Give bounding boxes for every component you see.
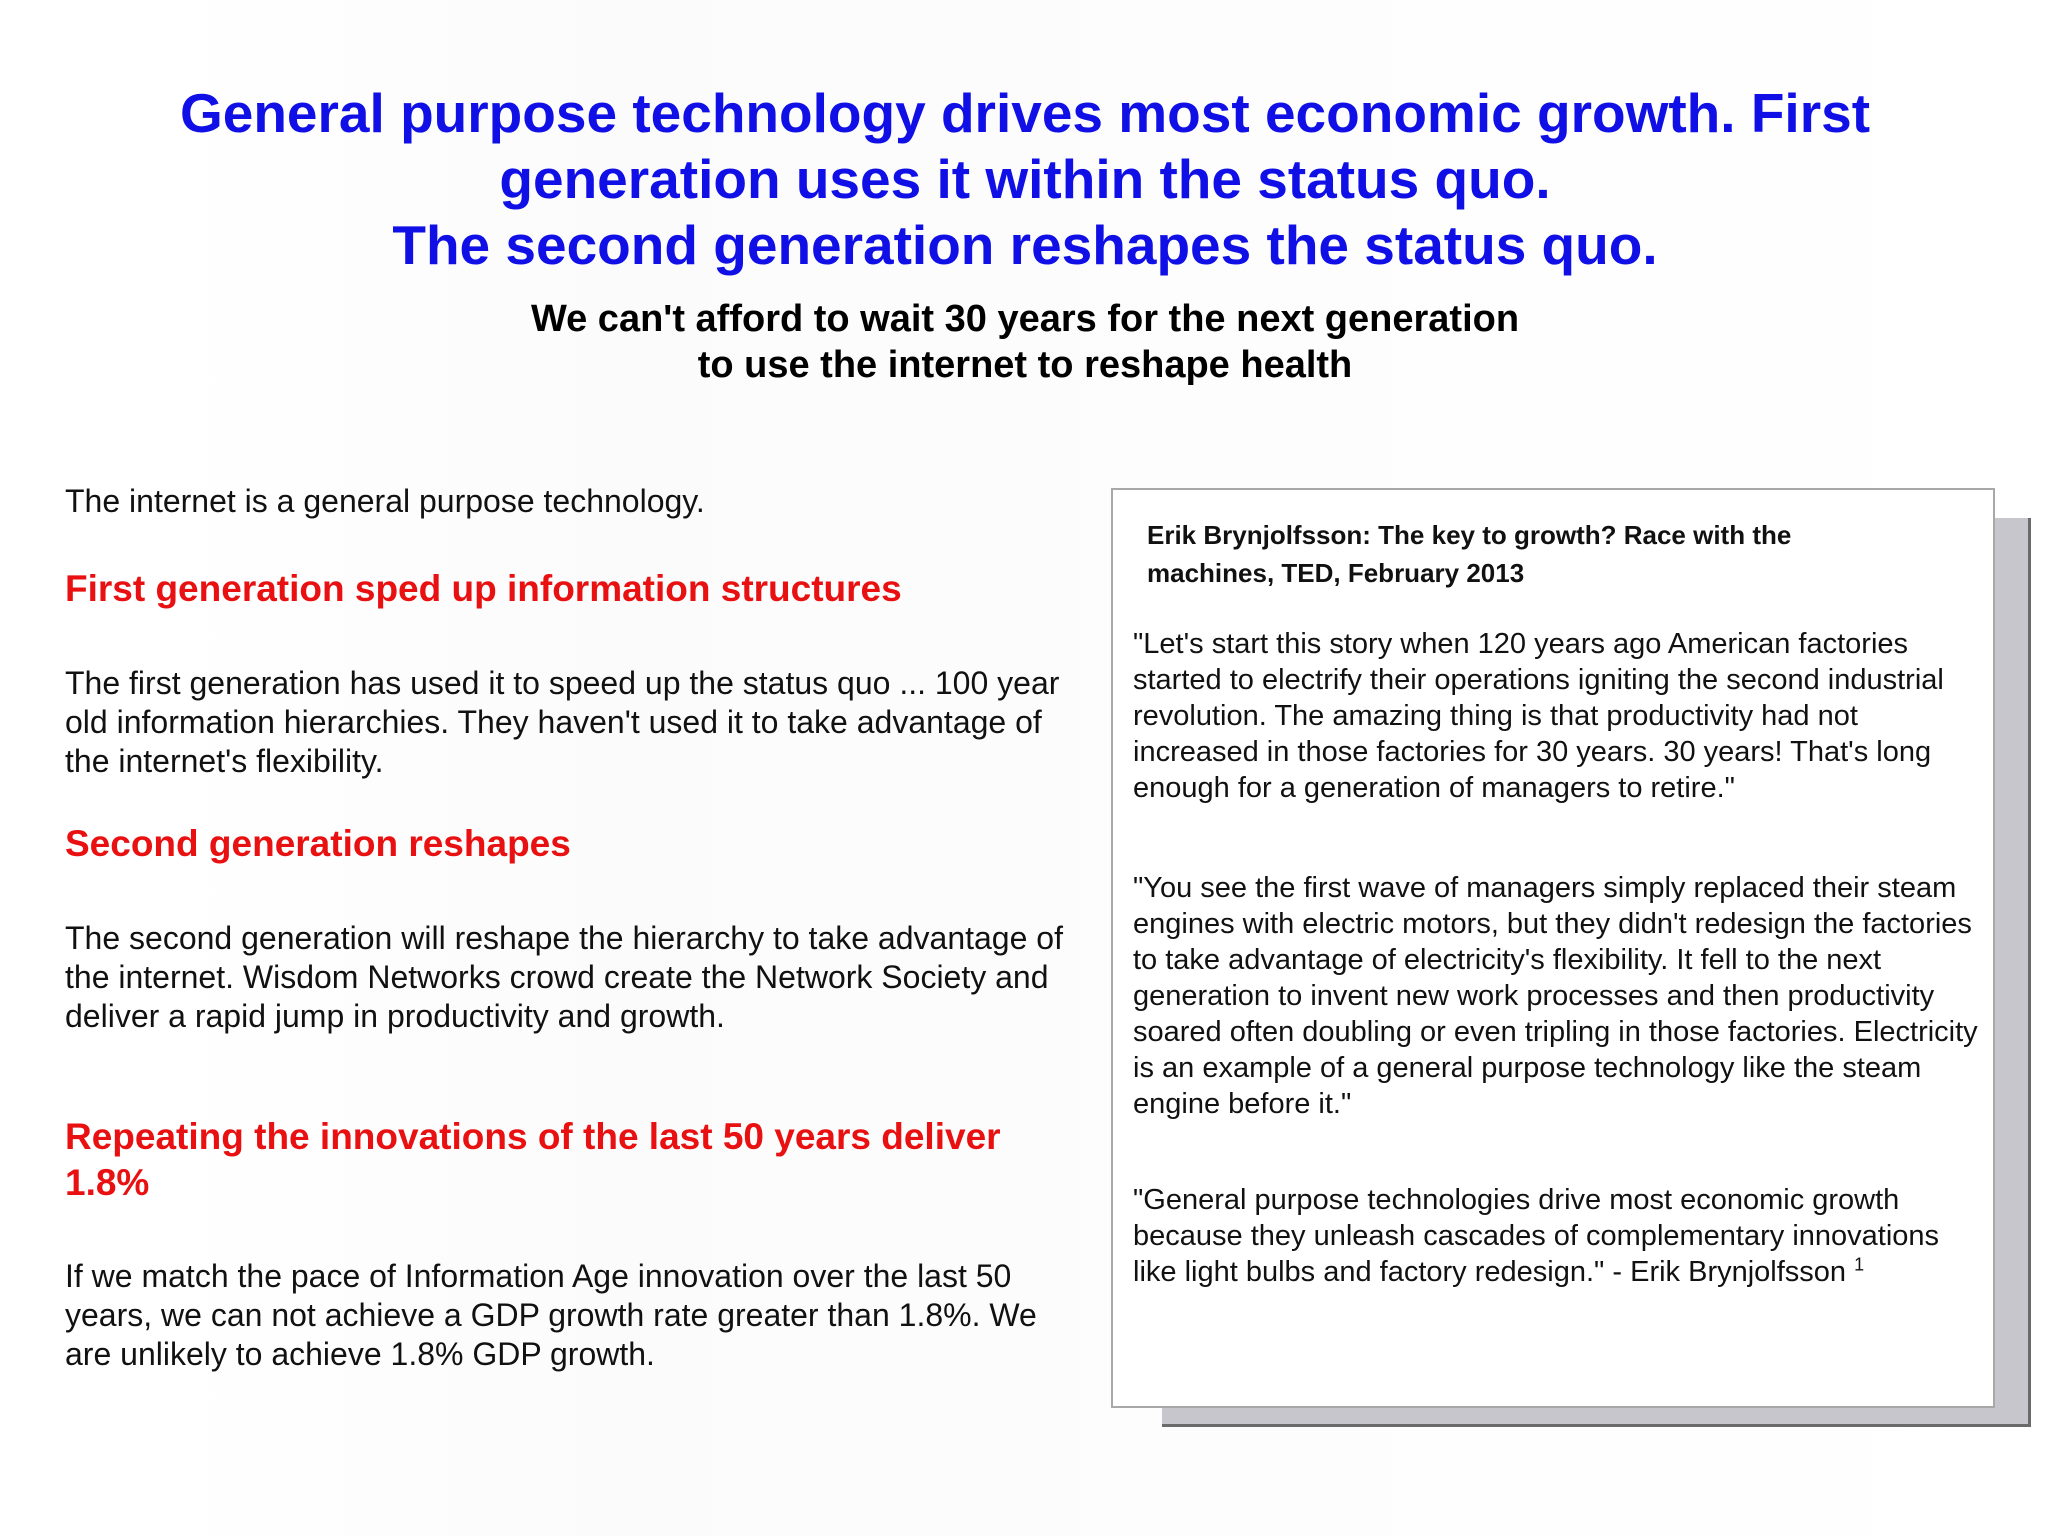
slide-title	[60, 80, 1990, 278]
section-body-repeating-innovations: If we match the pace of Information Age innovation over the last 50 years, we can not achieve a GDP growth rate greater than 1.8%. We are unlikely to achieve 1.8% GDP growth.	[65, 1258, 1037, 1372]
quote-source-title-line: Erik Brynjolfsson: The key to growth? Race with the	[1147, 520, 1792, 550]
section-heading-second-generation: Second generation reshapes	[65, 823, 571, 864]
slide-title-line: The second generation reshapes the status quo.	[392, 214, 1658, 276]
section-body-second-generation: The second generation will reshape the hierarchy to take advantage of the internet. Wisdom Networks crowd create the Network Society and deliver a rapid jump in productivity and growth.	[65, 920, 1063, 1034]
section-body-first-generation: The first generation has used it to speed up the status quo ... 100 year old information hierarchies. They haven't used it to take advantage of the internet's flexibility.	[65, 665, 1060, 779]
quote-paragraph-1: "Let's start this story when 120 years ago American factories started to electrify their operations igniting the second industrial revolution. The amazing thing is that productivity had not increased in those factories for 30 years. 30 years! That's long enough for a generation of managers to retire."	[1133, 628, 1944, 804]
section-heading-first-generation: First generation sped up information structures	[65, 568, 902, 609]
quote-paragraph-3-text: "General purpose technologies drive most economic growth because they unleash cascades of complementary innovations like light bulbs and factory redesign." - Erik Brynjolfsson	[1133, 1184, 1940, 1288]
quote-source-title	[1147, 516, 1947, 592]
quote-source-title-line: machines, TED, February 2013	[1147, 558, 1525, 588]
slide-title-line: generation uses it within the status quo.	[499, 148, 1551, 210]
slide-subtitle	[60, 296, 1990, 388]
slide-title-line: General purpose technology drives most economic growth. First	[179, 82, 1871, 144]
slide-subtitle-line: to use the internet to reshape health	[697, 344, 1353, 386]
footnote-marker: 1	[1854, 1254, 1865, 1275]
section-heading-repeating-innovations: Repeating the innovations of the last 50 years deliver 1.8%	[65, 1116, 1001, 1203]
quote-paragraph-2: "You see the first wave of managers simply replaced their steam engines with electric motors, but they didn't redesign the factories to take advantage of electricity's flexibility. It fell to the next generation to invent new work processes and then productivity soared often doubling or even tripling in those factories. Electricity is an example of a general purpose technology like the steam engine before it."	[1133, 872, 1978, 1120]
intro-text: The internet is a general purpose technology.	[65, 483, 705, 519]
slide-subtitle-line: We can't afford to wait 30 years for the next generation	[530, 298, 1520, 340]
quote-paragraph-3	[1133, 1182, 1983, 1290]
quote-box	[1111, 488, 1995, 1408]
